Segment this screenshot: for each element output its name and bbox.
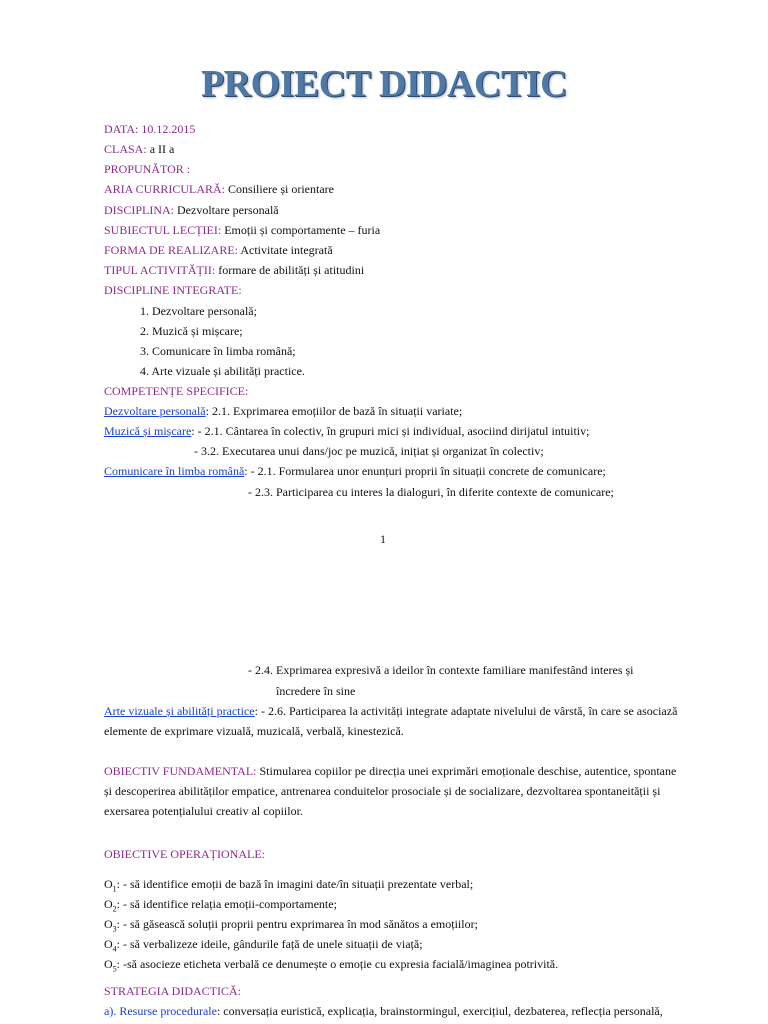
field-label: DISCIPLINE INTEGRATE: [104,283,242,297]
section-label: OBIECTIVE OPERAȚIONALE: [104,847,265,861]
obiectiv-op-text: : - să identifice relația emoții-comportamente; [116,897,337,911]
obiectiv-code: O [104,877,113,891]
dezvoltare-personala-link[interactable]: Dezvoltare personală [104,404,206,418]
obiectiv-op-text: : - să găsească soluții proprii pentru exprimarea în mod sănătos a emoțiilor; [116,917,478,931]
field-value: Emoții și comportamente – furia [221,223,381,237]
obiectiv-sub: 5 [112,964,117,974]
discipline-list-item: 1. Dezvoltare personală; [140,304,257,318]
muzica-si-miscare-link[interactable]: Muzică și mișcare [104,424,192,438]
obiectiv-op-item [104,957,558,976]
obiectiv-op-text: : - să identifice emoții de bază în imagini date/în situații prezentate verbal; [116,877,474,891]
competenta-dp [104,404,462,418]
competenta-clr-3: - 2.4. Exprimarea expresivă a ideilor în contexte familiare manifestând interes și [248,663,634,677]
obiectiv-op-item [104,917,478,936]
obiectiv-sub: 3 [112,924,117,934]
obiectiv-line: și descoperirea abilităților empatice, antrenarea conduitelor prosociale și de socializare, dezvoltarea spontaneității și [104,784,661,798]
obiectiv-op-item [104,877,473,896]
obiectiv-code: O [104,897,113,911]
page-number: 1 [380,532,386,546]
obiectiv-sub: 1 [112,884,117,894]
competenta-av [104,704,677,718]
obiectiv-op-item [104,937,423,956]
competenta-text: : - 2.6. Participarea la activități integrate adaptate nivelului de vârstă, în care se asociază [254,704,678,718]
competente-heading [104,384,248,398]
obiectiv-op-item [104,897,337,916]
competenta-clr-2: - 2.3. Participarea cu interes la dialoguri, în diferite contexte de comunicare; [248,485,614,499]
competenta-text: : - 2.1. Formularea unor enunțuri proprii în situații concrete de comunicare; [244,464,606,478]
field-disciplina [104,203,279,217]
competenta-clr-3b: încredere în sine [276,684,356,698]
obiective-operationale-heading [104,847,265,861]
field-label: PROPUNĂTOR : [104,162,191,176]
obiectiv-op-text: : - să verbalizeze ideile, gândurile față de unele situații de viață; [116,937,423,951]
field-label: DISCIPLINA: [104,203,175,217]
obiectiv-code: O [104,917,113,931]
obiectiv-line: exersarea potențialului creativ al copiilor. [104,804,303,818]
competenta-text: : 2.1. Exprimarea emoțiilor de bază în situații variate; [205,404,463,418]
discipline-list-item: 2. Muzică și mișcare; [140,324,243,338]
obiectiv-code: O [104,957,113,971]
field-value: formare de abilități și atitudini [215,263,365,277]
field-value: a II a [146,142,175,156]
discipline-list-item: 3. Comunicare în limba română; [140,344,296,358]
strategia-text: : conversația euristică, explicația, brainstormingul, exercițiul, dezbaterea, reflecția personală, [216,1004,663,1018]
field-label: FORMA DE REALIZARE: [104,243,239,257]
competenta-av-2: elemente de exprimare vizuală, muzicală, verbală, kinestezică. [104,724,404,738]
obiectiv-text: Stimularea copiilor pe direcția unei exprimări emoționale deschise, autentice, spontane [256,764,677,778]
obiectiv-sub: 2 [112,904,117,914]
field-tipul [104,263,364,277]
competenta-clr [104,464,606,478]
competenta-mm [104,424,589,438]
obiectiv-fundamental [104,764,676,778]
obiectiv-op-text: : -să asocieze eticheta verbală ce denumește o emoție cu expresia facială/imaginea potrivită. [116,957,559,971]
field-aria [104,182,334,196]
document-title: PROIECT DIDACTIC [200,63,568,105]
field-subiectul [104,223,380,237]
section-label: OBIECTIV FUNDAMENTAL: [104,764,257,778]
section-label: STRATEGIA DIDACTICĂ: [104,984,241,998]
field-value: Dezvoltare personală [174,203,279,217]
field-label: ARIA CURRICULARĂ: [104,182,226,196]
section-label: COMPETENȚE SPECIFICE: [104,384,249,398]
field-data [104,122,195,136]
field-label: SUBIECTUL LECȚIEI: [104,223,222,237]
field-value: Activitate integrată [238,243,333,257]
competenta-text: : - 2.1. Cântarea în colectiv, în grupuri mici și individual, asociind dirijatul intuitiv; [191,424,590,438]
competenta-mm-2: - 3.2. Executarea unui dans/joc pe muzică, inițiat și organizat în colectiv; [194,444,544,458]
field-forma [104,243,333,257]
field-value: Consiliere și orientare [225,182,334,196]
field-clasa [104,142,174,156]
obiectiv-sub: 4 [112,944,117,954]
strategia-a [104,1004,663,1018]
field-discipline-integrate [104,283,242,297]
field-label: DATA: 10.12.2015 [104,122,196,136]
arte-vizuale-link[interactable]: Arte vizuale și abilități practice [104,704,255,718]
obiectiv-code: O [104,937,113,951]
field-propunator [104,162,190,176]
field-label: CLASA: [104,142,147,156]
comunicare-limba-romana-link[interactable]: Comunicare în limba română [104,464,245,478]
resurse-procedurale-label: a). Resurse procedurale [104,1004,217,1018]
discipline-list-item: 4. Arte vizuale și abilități practice. [140,364,305,378]
strategia-heading [104,984,241,998]
field-label: TIPUL ACTIVITĂȚII: [104,263,216,277]
